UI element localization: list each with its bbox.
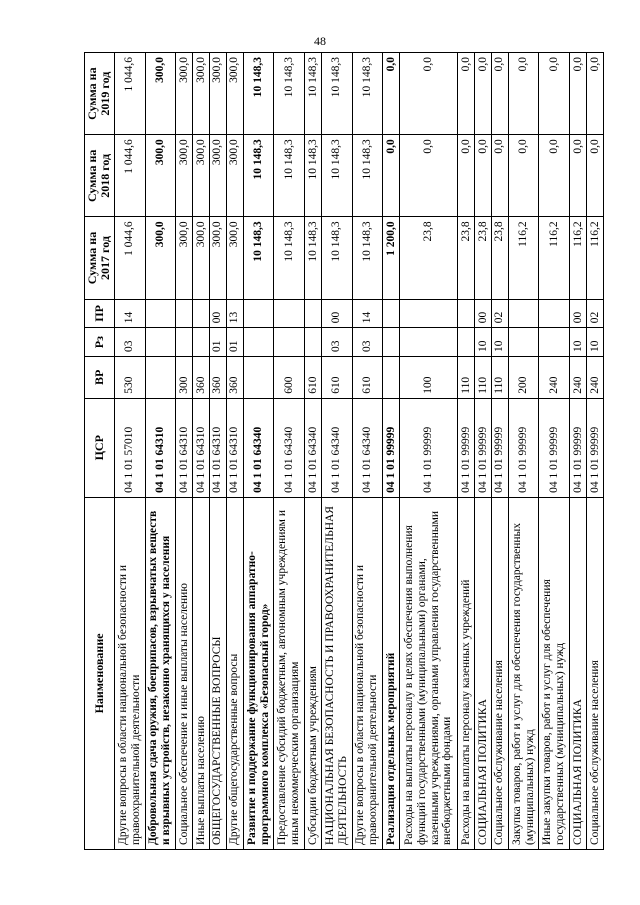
row-rz	[145, 328, 176, 357]
row-pr	[508, 299, 539, 328]
row-csr: 04 1 01 99999	[586, 398, 603, 497]
row-sum-2018: 0,0	[570, 135, 587, 217]
table-row	[176, 53, 193, 850]
header-row	[85, 53, 115, 850]
row-name: Предоставление субсидий бюджетным, автономным учреждениям и иным некоммерческим организациям	[274, 497, 305, 849]
table-row	[209, 53, 226, 850]
row-csr: 04 1 01 64310	[209, 398, 226, 497]
row-sum-2017: 116,2	[539, 217, 570, 299]
row-pr	[193, 299, 210, 328]
row-sum-2017: 300,0	[226, 217, 243, 299]
row-csr: 04 1 01 99999	[539, 398, 570, 497]
row-pr	[274, 299, 305, 328]
row-sum-2017: 23,8	[491, 217, 508, 299]
row-sum-2017: 116,2	[508, 217, 539, 299]
row-vr: 240	[586, 356, 603, 398]
row-vr: 360	[226, 356, 243, 398]
row-vr: 110	[458, 356, 475, 398]
row-vr: 110	[491, 356, 508, 398]
row-sum-2019: 0,0	[475, 53, 492, 135]
row-vr	[383, 356, 400, 398]
row-sum-2019: 10 148,3	[321, 53, 352, 135]
row-rz	[305, 328, 322, 357]
header-sum-2017: Сумма на 2017 год	[85, 217, 115, 299]
row-sum-2018: 10 148,3	[352, 135, 383, 217]
row-vr: 360	[209, 356, 226, 398]
row-sum-2019: 0,0	[508, 53, 539, 135]
header-pr: ПР	[85, 299, 115, 328]
row-vr: 200	[508, 356, 539, 398]
row-sum-2019: 0,0	[539, 53, 570, 135]
row-csr: 04 1 01 64310	[193, 398, 210, 497]
row-sum-2018: 0,0	[491, 135, 508, 217]
row-sum-2018: 300,0	[209, 135, 226, 217]
row-rz	[508, 328, 539, 357]
row-sum-2019: 10 148,3	[352, 53, 383, 135]
table-row	[274, 53, 305, 850]
row-vr: 240	[539, 356, 570, 398]
row-sum-2017: 10 148,3	[305, 217, 322, 299]
row-pr: 13	[226, 299, 243, 328]
header-csr: ЦСР	[85, 398, 115, 497]
row-sum-2017: 300,0	[176, 217, 193, 299]
row-pr	[145, 299, 176, 328]
row-sum-2019: 0,0	[458, 53, 475, 135]
row-pr	[400, 299, 458, 328]
row-name: Социальное обслуживание населения	[491, 497, 508, 849]
row-sum-2018: 0,0	[475, 135, 492, 217]
row-sum-2018: 0,0	[539, 135, 570, 217]
row-sum-2017: 10 148,3	[274, 217, 305, 299]
row-rz: 01	[226, 328, 243, 357]
row-pr	[305, 299, 322, 328]
header-name: Наименование	[85, 497, 115, 849]
row-rz: 10	[475, 328, 492, 357]
row-sum-2018: 10 148,3	[305, 135, 322, 217]
table-row	[114, 53, 145, 850]
header-sum-2019: Сумма на 2019 год	[85, 53, 115, 135]
row-sum-2017: 23,8	[400, 217, 458, 299]
row-sum-2018: 0,0	[400, 135, 458, 217]
row-name: Другие вопросы в области национальной безопасности и правоохранительной деятельности	[114, 497, 145, 849]
row-sum-2019: 0,0	[400, 53, 458, 135]
row-vr: 610	[305, 356, 322, 398]
row-rz	[458, 328, 475, 357]
row-name: Другие вопросы в области национальной безопасности и правоохранительной деятельности	[352, 497, 383, 849]
row-sum-2018: 1 044,6	[114, 135, 145, 217]
table-row	[145, 53, 176, 850]
page-number: 48	[314, 34, 326, 48]
row-sum-2018: 300,0	[226, 135, 243, 217]
row-sum-2017: 10 148,3	[243, 217, 274, 299]
row-sum-2019: 0,0	[570, 53, 587, 135]
row-pr	[176, 299, 193, 328]
row-pr: 14	[114, 299, 145, 328]
row-sum-2017: 300,0	[193, 217, 210, 299]
row-name: ОБЩЕГОСУДАРСТВЕННЫЕ ВОПРОСЫ	[209, 497, 226, 849]
row-csr: 04 1 01 99999	[491, 398, 508, 497]
row-pr: 02	[586, 299, 603, 328]
row-sum-2017: 300,0	[145, 217, 176, 299]
row-sum-2017: 1 200,0	[383, 217, 400, 299]
row-csr: 04 1 01 64310	[176, 398, 193, 497]
row-csr: 04 1 01 57010	[114, 398, 145, 497]
row-pr: 00	[209, 299, 226, 328]
row-pr: 00	[475, 299, 492, 328]
header-vr: ВР	[85, 356, 115, 398]
row-rz	[383, 328, 400, 357]
row-csr: 04 1 01 99999	[400, 398, 458, 497]
row-csr: 04 1 01 99999	[475, 398, 492, 497]
row-sum-2018: 300,0	[193, 135, 210, 217]
row-sum-2017: 1 044,6	[114, 217, 145, 299]
row-name: Закупка товаров, работ и услуг для обеспечения государственных (муниципальных) нужд	[508, 497, 539, 849]
row-name: Другие общегосударственные вопросы	[226, 497, 243, 849]
row-csr: 04 1 01 64340	[243, 398, 274, 497]
table-row	[193, 53, 210, 850]
table-row	[226, 53, 243, 850]
row-rz: 03	[352, 328, 383, 357]
table-row	[458, 53, 475, 850]
table-row	[383, 53, 400, 850]
row-sum-2018: 0,0	[458, 135, 475, 217]
row-name: СОЦИАЛЬНАЯ ПОЛИТИКА	[475, 497, 492, 849]
rotated-table-container	[84, 52, 604, 850]
row-name: Реализация отдельных мероприятий	[383, 497, 400, 849]
row-rz	[274, 328, 305, 357]
row-name: Расходы на выплаты персоналу в целях обеспечения выполнения функций государственными (муниципальными) органами, казенными учреждениями, органами управления государственными внебюджетными фондами	[400, 497, 458, 849]
table-row	[539, 53, 570, 850]
row-rz	[193, 328, 210, 357]
row-rz	[539, 328, 570, 357]
row-sum-2019: 300,0	[226, 53, 243, 135]
table-body	[114, 53, 603, 850]
row-sum-2017: 116,2	[570, 217, 587, 299]
row-sum-2018: 0,0	[383, 135, 400, 217]
row-csr: 04 1 01 64340	[305, 398, 322, 497]
header-sum-2018: Сумма на 2018 год	[85, 135, 115, 217]
row-sum-2017: 10 148,3	[321, 217, 352, 299]
row-rz: 03	[114, 328, 145, 357]
row-sum-2018: 300,0	[176, 135, 193, 217]
row-sum-2019: 0,0	[383, 53, 400, 135]
row-rz: 10	[491, 328, 508, 357]
row-vr	[145, 356, 176, 398]
row-csr: 04 1 01 64340	[321, 398, 352, 497]
table-row	[400, 53, 458, 850]
row-sum-2018: 10 148,3	[321, 135, 352, 217]
row-name: НАЦИОНАЛЬНАЯ БЕЗОПАСНОСТЬ И ПРАВООХРАНИТЕЛЬНАЯ ДЕЯТЕЛЬНОСТЬ	[321, 497, 352, 849]
row-rz	[243, 328, 274, 357]
row-sum-2019: 1 044,6	[114, 53, 145, 135]
row-pr: 02	[491, 299, 508, 328]
row-sum-2019: 0,0	[491, 53, 508, 135]
row-sum-2017: 23,8	[475, 217, 492, 299]
row-sum-2018: 300,0	[145, 135, 176, 217]
table-row	[352, 53, 383, 850]
row-name: СОЦИАЛЬНАЯ ПОЛИТИКА	[570, 497, 587, 849]
row-csr: 04 1 01 64310	[226, 398, 243, 497]
table-row	[570, 53, 587, 850]
row-vr: 240	[570, 356, 587, 398]
row-rz: 01	[209, 328, 226, 357]
row-name: Социальное обеспечение и иные выплаты населению	[176, 497, 193, 849]
row-csr: 04 1 01 99999	[508, 398, 539, 497]
row-name: Социальное обслуживание населения	[586, 497, 603, 849]
row-sum-2019: 300,0	[209, 53, 226, 135]
row-csr: 04 1 01 99999	[458, 398, 475, 497]
row-csr: 04 1 01 64310	[145, 398, 176, 497]
row-rz	[400, 328, 458, 357]
row-sum-2019: 10 148,3	[243, 53, 274, 135]
row-name: Развитие и поддержание функционирования аппаратно-программного комплекса «Безопасный город»	[243, 497, 274, 849]
row-sum-2019: 10 148,3	[305, 53, 322, 135]
row-pr	[383, 299, 400, 328]
table-row	[243, 53, 274, 850]
row-sum-2017: 10 148,3	[352, 217, 383, 299]
row-sum-2018: 10 148,3	[274, 135, 305, 217]
row-vr: 610	[321, 356, 352, 398]
row-pr: 14	[352, 299, 383, 328]
row-sum-2019: 300,0	[176, 53, 193, 135]
row-name: Расходы на выплаты персоналу казенных учреждений	[458, 497, 475, 849]
row-csr: 04 1 01 64340	[352, 398, 383, 497]
budget-table	[84, 52, 604, 850]
table-row	[491, 53, 508, 850]
row-sum-2017: 300,0	[209, 217, 226, 299]
row-vr: 300	[176, 356, 193, 398]
row-name: Добровольная сдача оружия, боеприпасов, взрывчатых веществ и взрывных устройств, незаконно хранящихся у населения	[145, 497, 176, 849]
table-row	[321, 53, 352, 850]
row-pr: 00	[321, 299, 352, 328]
row-sum-2019: 0,0	[586, 53, 603, 135]
row-name: Субсидии бюджетным учреждениям	[305, 497, 322, 849]
row-vr: 530	[114, 356, 145, 398]
row-sum-2018: 10 148,3	[243, 135, 274, 217]
table-row	[586, 53, 603, 850]
row-rz: 03	[321, 328, 352, 357]
row-sum-2018: 0,0	[586, 135, 603, 217]
table-row	[475, 53, 492, 850]
row-vr	[243, 356, 274, 398]
row-sum-2019: 10 148,3	[274, 53, 305, 135]
row-pr	[458, 299, 475, 328]
row-sum-2017: 116,2	[586, 217, 603, 299]
row-vr: 610	[352, 356, 383, 398]
row-pr	[539, 299, 570, 328]
row-name: Иные закупки товаров, работ и услуг для обеспечения государственных (муниципальных) нужд	[539, 497, 570, 849]
row-csr: 04 1 01 99999	[383, 398, 400, 497]
row-csr: 04 1 01 64340	[274, 398, 305, 497]
row-sum-2019: 300,0	[145, 53, 176, 135]
row-vr: 100	[400, 356, 458, 398]
row-sum-2017: 23,8	[458, 217, 475, 299]
table-row	[305, 53, 322, 850]
row-vr: 110	[475, 356, 492, 398]
row-vr: 360	[193, 356, 210, 398]
row-rz: 10	[570, 328, 587, 357]
header-rz: Рз	[85, 328, 115, 357]
row-rz: 10	[586, 328, 603, 357]
row-sum-2019: 300,0	[193, 53, 210, 135]
row-pr: 00	[570, 299, 587, 328]
row-sum-2018: 0,0	[508, 135, 539, 217]
row-rz	[176, 328, 193, 357]
table-row	[508, 53, 539, 850]
row-vr: 600	[274, 356, 305, 398]
row-name: Иные выплаты населению	[193, 497, 210, 849]
row-pr	[243, 299, 274, 328]
row-csr: 04 1 01 99999	[570, 398, 587, 497]
